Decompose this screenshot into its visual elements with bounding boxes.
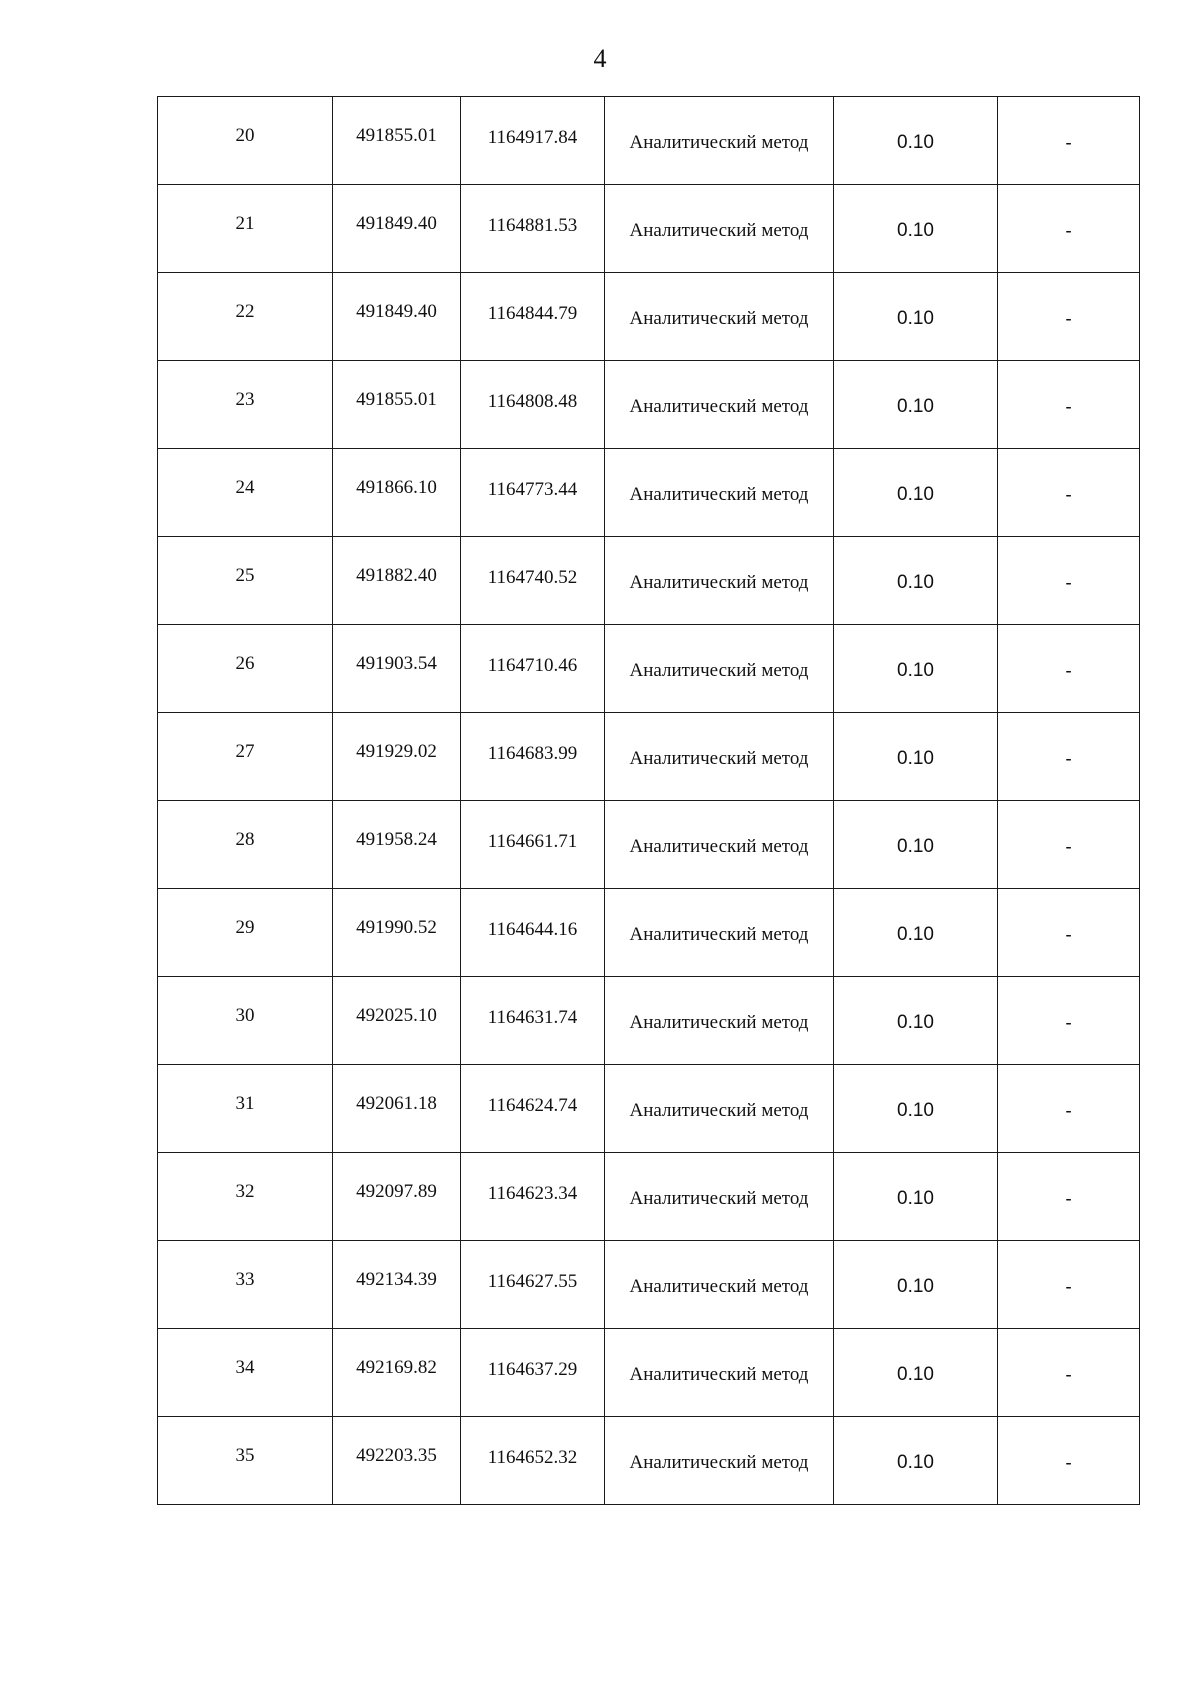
method-cell: Аналитический метод: [605, 537, 834, 625]
table-row: [158, 1241, 1140, 1329]
point-number-cell: 27: [158, 713, 333, 801]
description-cell: -: [998, 1153, 1140, 1241]
description-cell: -: [998, 537, 1140, 625]
table-row: [158, 889, 1140, 977]
coordinates-table: [157, 96, 1140, 1505]
point-number-cell: 34: [158, 1329, 333, 1417]
description-cell: -: [998, 449, 1140, 537]
method-cell: Аналитический метод: [605, 1241, 834, 1329]
point-number-cell: 26: [158, 625, 333, 713]
description-cell: -: [998, 889, 1140, 977]
description-cell: -: [998, 273, 1140, 361]
point-number-cell: 35: [158, 1417, 333, 1505]
y-coordinate-cell: 1164623.34: [461, 1153, 605, 1241]
table-row: [158, 361, 1140, 449]
description-cell: -: [998, 1241, 1140, 1329]
method-cell: Аналитический метод: [605, 185, 834, 273]
accuracy-cell: 0.10: [834, 1329, 998, 1417]
description-cell: -: [998, 801, 1140, 889]
point-number-cell: 24: [158, 449, 333, 537]
method-cell: Аналитический метод: [605, 97, 834, 185]
y-coordinate-cell: 1164844.79: [461, 273, 605, 361]
description-cell: -: [998, 1329, 1140, 1417]
accuracy-cell: 0.10: [834, 97, 998, 185]
y-coordinate-cell: 1164917.84: [461, 97, 605, 185]
table-row: [158, 537, 1140, 625]
description-cell: -: [998, 1417, 1140, 1505]
accuracy-cell: 0.10: [834, 361, 998, 449]
x-coordinate-cell: 492169.82: [333, 1329, 461, 1417]
description-cell: -: [998, 97, 1140, 185]
description-cell: -: [998, 1065, 1140, 1153]
point-number-cell: 25: [158, 537, 333, 625]
description-cell: -: [998, 625, 1140, 713]
accuracy-cell: 0.10: [834, 801, 998, 889]
method-cell: Аналитический метод: [605, 801, 834, 889]
point-number-cell: 29: [158, 889, 333, 977]
accuracy-cell: 0.10: [834, 449, 998, 537]
y-coordinate-cell: 1164808.48: [461, 361, 605, 449]
accuracy-cell: 0.10: [834, 625, 998, 713]
method-cell: Аналитический метод: [605, 273, 834, 361]
table-row: [158, 1153, 1140, 1241]
table-row: [158, 1329, 1140, 1417]
x-coordinate-cell: 491866.10: [333, 449, 461, 537]
method-cell: Аналитический метод: [605, 361, 834, 449]
point-number-cell: 32: [158, 1153, 333, 1241]
method-cell: Аналитический метод: [605, 1065, 834, 1153]
method-cell: Аналитический метод: [605, 625, 834, 713]
table-row: [158, 625, 1140, 713]
table-row: [158, 449, 1140, 537]
x-coordinate-cell: 491903.54: [333, 625, 461, 713]
table-row: [158, 801, 1140, 889]
y-coordinate-cell: 1164740.52: [461, 537, 605, 625]
accuracy-cell: 0.10: [834, 1065, 998, 1153]
method-cell: Аналитический метод: [605, 889, 834, 977]
point-number-cell: 31: [158, 1065, 333, 1153]
method-cell: Аналитический метод: [605, 713, 834, 801]
method-cell: Аналитический метод: [605, 1417, 834, 1505]
accuracy-cell: 0.10: [834, 1153, 998, 1241]
x-coordinate-cell: 492134.39: [333, 1241, 461, 1329]
y-coordinate-cell: 1164637.29: [461, 1329, 605, 1417]
y-coordinate-cell: 1164624.74: [461, 1065, 605, 1153]
table-row: [158, 1065, 1140, 1153]
accuracy-cell: 0.10: [834, 185, 998, 273]
y-coordinate-cell: 1164631.74: [461, 977, 605, 1065]
x-coordinate-cell: 492097.89: [333, 1153, 461, 1241]
table-row: [158, 97, 1140, 185]
description-cell: -: [998, 977, 1140, 1065]
description-cell: -: [998, 185, 1140, 273]
method-cell: Аналитический метод: [605, 1329, 834, 1417]
y-coordinate-cell: 1164661.71: [461, 801, 605, 889]
method-cell: Аналитический метод: [605, 1153, 834, 1241]
x-coordinate-cell: 491855.01: [333, 361, 461, 449]
table-row: [158, 1417, 1140, 1505]
table-row: [158, 185, 1140, 273]
x-coordinate-cell: 492203.35: [333, 1417, 461, 1505]
point-number-cell: 21: [158, 185, 333, 273]
method-cell: Аналитический метод: [605, 449, 834, 537]
coordinates-table-body: [158, 97, 1140, 1505]
table-row: [158, 273, 1140, 361]
y-coordinate-cell: 1164683.99: [461, 713, 605, 801]
x-coordinate-cell: 491929.02: [333, 713, 461, 801]
point-number-cell: 22: [158, 273, 333, 361]
page-number: 4: [593, 44, 607, 73]
point-number-cell: 30: [158, 977, 333, 1065]
y-coordinate-cell: 1164773.44: [461, 449, 605, 537]
x-coordinate-cell: 491882.40: [333, 537, 461, 625]
y-coordinate-cell: 1164881.53: [461, 185, 605, 273]
x-coordinate-cell: 492025.10: [333, 977, 461, 1065]
x-coordinate-cell: 491958.24: [333, 801, 461, 889]
x-coordinate-cell: 492061.18: [333, 1065, 461, 1153]
y-coordinate-cell: 1164710.46: [461, 625, 605, 713]
x-coordinate-cell: 491849.40: [333, 185, 461, 273]
point-number-cell: 33: [158, 1241, 333, 1329]
y-coordinate-cell: 1164627.55: [461, 1241, 605, 1329]
point-number-cell: 20: [158, 97, 333, 185]
y-coordinate-cell: 1164652.32: [461, 1417, 605, 1505]
accuracy-cell: 0.10: [834, 1417, 998, 1505]
method-cell: Аналитический метод: [605, 977, 834, 1065]
description-cell: -: [998, 361, 1140, 449]
x-coordinate-cell: 491990.52: [333, 889, 461, 977]
accuracy-cell: 0.10: [834, 713, 998, 801]
point-number-cell: 23: [158, 361, 333, 449]
accuracy-cell: 0.10: [834, 1241, 998, 1329]
accuracy-cell: 0.10: [834, 889, 998, 977]
table-row: [158, 713, 1140, 801]
accuracy-cell: 0.10: [834, 537, 998, 625]
x-coordinate-cell: 491855.01: [333, 97, 461, 185]
description-cell: -: [998, 713, 1140, 801]
accuracy-cell: 0.10: [834, 273, 998, 361]
x-coordinate-cell: 491849.40: [333, 273, 461, 361]
y-coordinate-cell: 1164644.16: [461, 889, 605, 977]
point-number-cell: 28: [158, 801, 333, 889]
accuracy-cell: 0.10: [834, 977, 998, 1065]
table-row: [158, 977, 1140, 1065]
